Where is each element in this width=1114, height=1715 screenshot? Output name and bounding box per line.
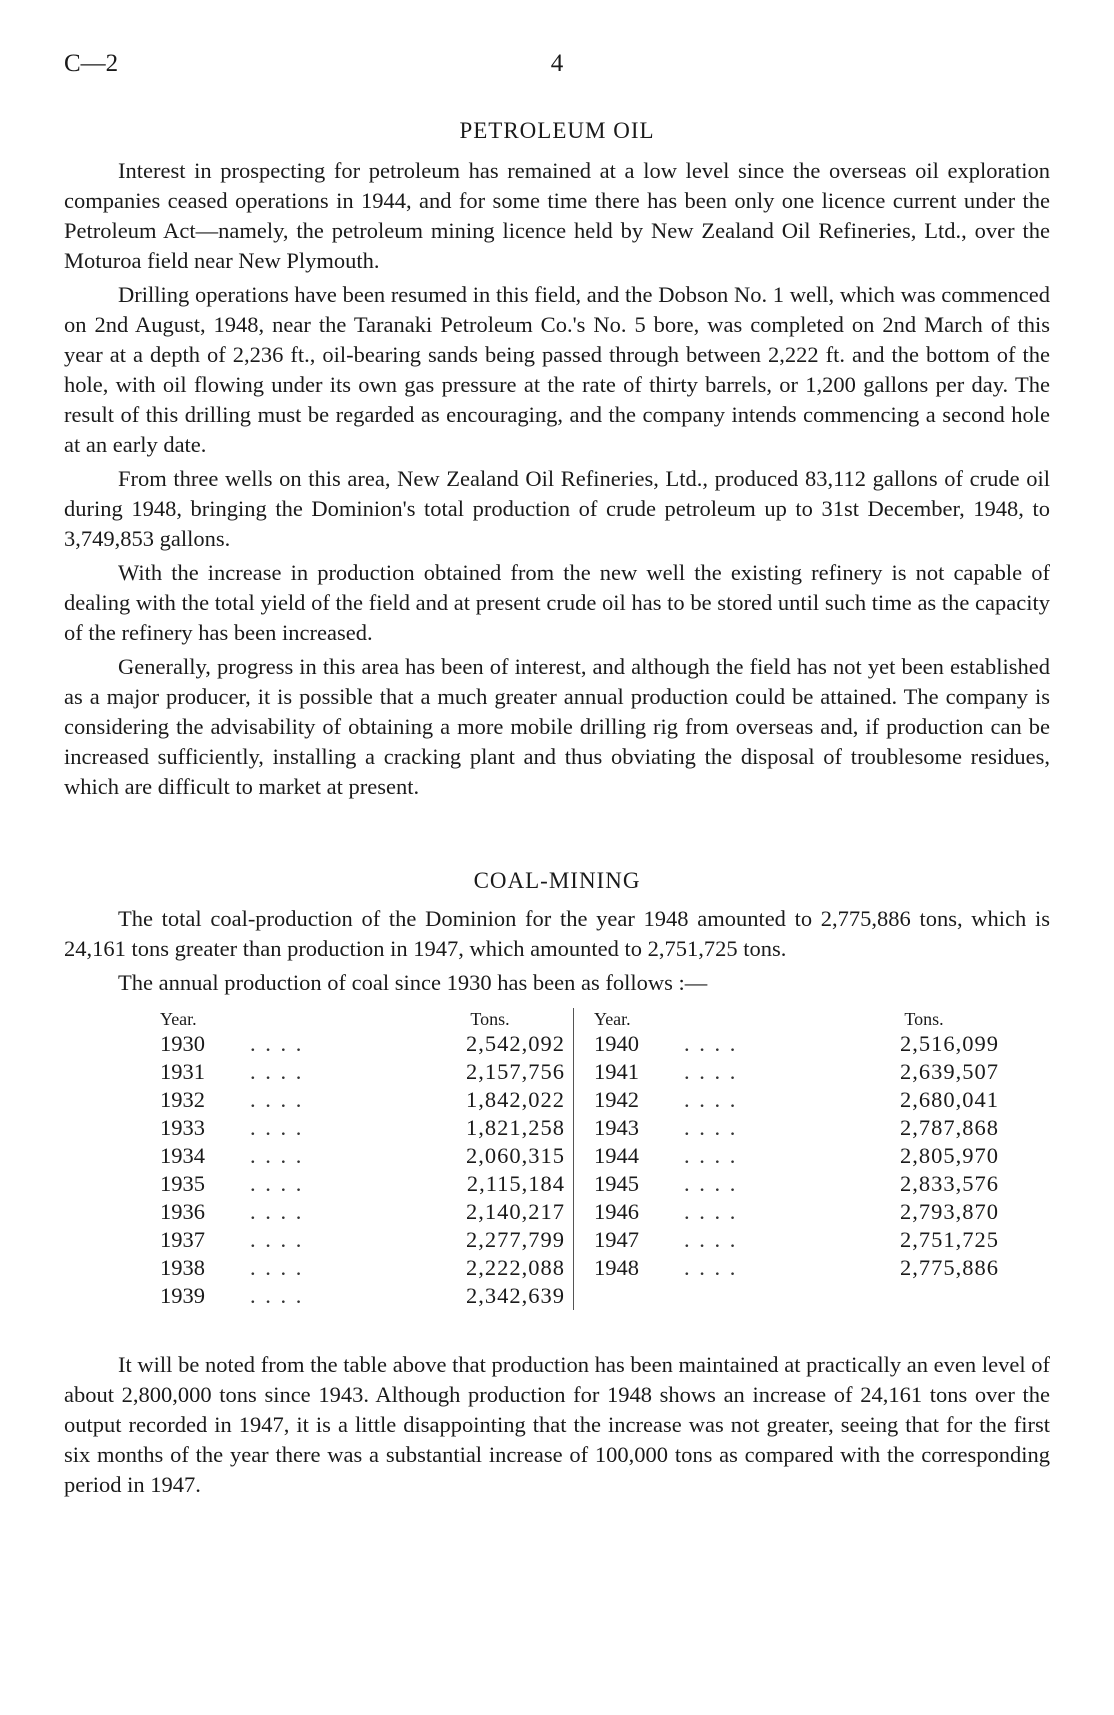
row-year: 1947 <box>594 1227 639 1252</box>
table-row <box>594 1030 999 1058</box>
row-year: 1937 <box>160 1227 205 1252</box>
table-row <box>594 1226 999 1254</box>
leader-dots: . . . . <box>250 1059 304 1084</box>
row-tons: 2,833,576 <box>900 1171 999 1196</box>
row-tons: 2,115,184 <box>466 1171 565 1196</box>
row-year: 1936 <box>160 1199 205 1224</box>
table-row <box>594 1254 999 1282</box>
row-year: 1940 <box>594 1031 639 1056</box>
leader-dots: . . . . <box>684 1199 738 1224</box>
table-row <box>594 1170 999 1198</box>
petroleum-paragraph-3: From three wells on this area, New Zealand Oil Refineries, Ltd., produced 83,112 gallons of crude oil during 1948, bringing the Dominion's total production of crude petroleum up to 31st December, 1948, to 3,749,853 gallons. <box>64 466 1050 551</box>
table-row <box>594 1086 999 1114</box>
tons-header: Tons. <box>904 1009 944 1029</box>
leader-dots: . . . . <box>684 1115 738 1140</box>
leader-dots: . . . . <box>250 1283 304 1308</box>
row-tons: 2,793,870 <box>900 1199 999 1224</box>
row-tons: 1,821,258 <box>466 1115 565 1140</box>
table-header <box>160 1008 565 1030</box>
row-year: 1938 <box>160 1255 205 1280</box>
leader-dots: . . . . <box>684 1143 738 1168</box>
page-number: 4 <box>550 50 564 77</box>
row-tons: 1,842,022 <box>466 1087 565 1112</box>
petroleum-paragraph-2: Drilling operations have been resumed in this field, and the Dobson No. 1 well, which was commenced on 2nd August, 1948, near the Taranaki Petroleum Co.'s No. 5 bore, was completed on 2nd March of this year at a depth of 2,236 ft., oil-bearing sands being passed through between 2,222 ft. and the bottom of the hole, with oil flowing under its own gas pressure at the rate of thirty barrels, or 1,200 gallons per day. The result of this drilling must be regarded as encouraging, and the company intends commencing a second hole at an early date. <box>64 282 1050 457</box>
petroleum-paragraph-5: Generally, progress in this area has been of interest, and although the field has not yet been established as a major producer, it is possible that a much greater annual production could be attained. The company is considering the advisability of obtaining a more mobile drilling rig from overseas and, if production can be increased sufficiently, installing a cracking plant and thus obviating the disposal of troublesome residues, which are difficult to market at present. <box>64 654 1050 799</box>
table-row <box>160 1142 565 1170</box>
leader-dots: . . . . <box>250 1227 304 1252</box>
row-year: 1941 <box>594 1059 639 1084</box>
row-year: 1946 <box>594 1199 639 1224</box>
leader-dots: . . . . <box>684 1087 738 1112</box>
row-tons: 2,639,507 <box>900 1059 999 1084</box>
petroleum-paragraph-4: With the increase in production obtained from the new well the existing refinery is not capable of dealing with the total yield of the field and at present crude oil has to be stored until such time as the capacity of the refinery has been increased. <box>64 560 1050 645</box>
coal-production-table <box>160 1008 1010 1310</box>
tons-header: Tons. <box>470 1009 510 1029</box>
row-year: 1942 <box>594 1087 639 1112</box>
row-tons: 2,516,099 <box>900 1031 999 1056</box>
coal-section-title: COAL-MINING <box>473 868 641 893</box>
year-header: Year. <box>594 1009 631 1029</box>
row-tons: 2,060,315 <box>466 1143 565 1168</box>
leader-dots: . . . . <box>250 1087 304 1112</box>
leader-dots: . . . . <box>684 1227 738 1252</box>
row-year: 1945 <box>594 1171 639 1196</box>
row-year: 1948 <box>594 1255 639 1280</box>
table-row <box>160 1282 565 1310</box>
row-tons: 2,805,970 <box>900 1143 999 1168</box>
row-year: 1932 <box>160 1087 205 1112</box>
table-row <box>160 1170 565 1198</box>
row-year: 1935 <box>160 1171 205 1196</box>
table-row <box>594 1058 999 1086</box>
row-year: 1939 <box>160 1283 205 1308</box>
row-year: 1930 <box>160 1031 205 1056</box>
table-row <box>160 1030 565 1058</box>
table-header <box>594 1008 999 1030</box>
table-row <box>160 1086 565 1114</box>
row-tons: 2,157,756 <box>466 1059 565 1084</box>
row-year: 1934 <box>160 1143 205 1168</box>
row-tons: 2,751,725 <box>900 1227 999 1252</box>
row-tons: 2,787,868 <box>900 1115 999 1140</box>
row-year: 1931 <box>160 1059 205 1084</box>
row-year: 1933 <box>160 1115 205 1140</box>
section-gap <box>64 806 1050 868</box>
row-tons: 2,775,886 <box>900 1255 999 1280</box>
petroleum-section-title: PETROLEUM OIL <box>459 118 655 143</box>
table-row <box>160 1114 565 1142</box>
leader-dots: . . . . <box>250 1115 304 1140</box>
leader-dots: . . . . <box>250 1143 304 1168</box>
page-body <box>64 118 1050 1504</box>
petroleum-paragraph-1: Interest in prospecting for petroleum has remained at a low level since the overseas oil exploration companies ceased operations in 1944, and for some time there has been only one licence current under the Petroleum Act—namely, the petroleum mining licence held by New Zealand Oil Refineries, Ltd., over the Moturoa field near New Plymouth. <box>64 158 1050 273</box>
year-header: Year. <box>160 1009 197 1029</box>
row-tons: 2,222,088 <box>466 1255 565 1280</box>
row-tons: 2,342,639 <box>466 1283 565 1308</box>
row-tons: 2,680,041 <box>900 1087 999 1112</box>
row-year: 1943 <box>594 1115 639 1140</box>
leader-dots: . . . . <box>250 1255 304 1280</box>
leader-dots: . . . . <box>684 1171 738 1196</box>
row-tons: 2,277,799 <box>466 1227 565 1252</box>
leader-dots: . . . . <box>684 1059 738 1084</box>
table-row <box>594 1114 999 1142</box>
table-row <box>594 1198 999 1226</box>
leader-dots: . . . . <box>684 1031 738 1056</box>
coal-table-lead-in: The annual production of coal since 1930 has been as follows :— <box>118 970 708 995</box>
table-row <box>160 1058 565 1086</box>
row-tons: 2,140,217 <box>466 1199 565 1224</box>
table-row <box>160 1198 565 1226</box>
leader-dots: . . . . <box>250 1199 304 1224</box>
coal-intro-paragraph: The total coal-production of the Dominion for the year 1948 amounted to 2,775,886 tons, which is 24,161 tons greater than production in 1947, which amounted to 2,751,725 tons. <box>64 906 1050 961</box>
table-column-left <box>160 1008 574 1310</box>
table-row <box>160 1226 565 1254</box>
table-column-right <box>574 1008 999 1310</box>
table-row <box>160 1254 565 1282</box>
document-reference: C—2 <box>64 50 119 77</box>
coal-closing-paragraph: It will be noted from the table above that production has been maintained at practically an even level of about 2,800,000 tons since 1943. Although production for 1948 shows an increase of 24,161 tons over the output recorded in 1947, it is a little disappointing that the increase was not greater, seeing that for the first six months of the year there was a substantial increase of 100,000 tons as compared with the corresponding period in 1947. <box>64 1352 1050 1497</box>
leader-dots: . . . . <box>250 1031 304 1056</box>
table-row <box>594 1142 999 1170</box>
leader-dots: . . . . <box>684 1255 738 1280</box>
row-year: 1944 <box>594 1143 639 1168</box>
leader-dots: . . . . <box>250 1171 304 1196</box>
page-header <box>64 50 1050 90</box>
row-tons: 2,542,092 <box>466 1031 565 1056</box>
